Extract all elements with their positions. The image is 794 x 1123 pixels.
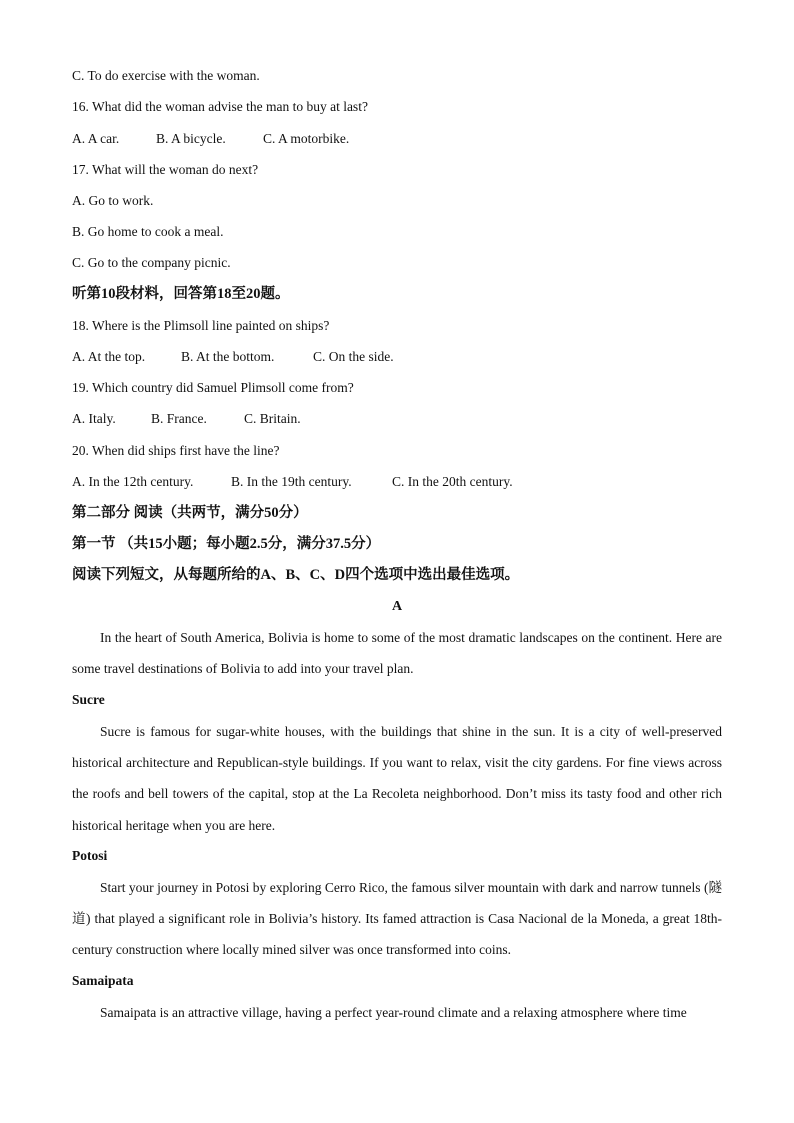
q19-stem: 19. Which country did Samuel Plimsoll come from? (72, 380, 354, 395)
q18-option-c: C. On the side. (313, 349, 394, 364)
reading-instruction: 阅读下列短文，从每题所给的A、B、C、D四个选项中选出最佳选项。 (72, 567, 520, 583)
sucre-heading: Sucre (72, 692, 105, 707)
q16-options (72, 130, 349, 148)
q17-option-c: C. Go to the company picnic. (72, 255, 231, 270)
q18-option-b: B. At the bottom. (181, 349, 275, 364)
q17-option-a: A. Go to work. (72, 193, 154, 208)
q16-option-a: A. A car. (72, 131, 120, 146)
sucre-paragraph: Sucre is famous for sugar-white houses, with the buildings that shine in the sun. It is a city of well-preserved historical architecture and Republican-style buildings. If you want to relax, visit the city gardens. For fine views across the roofs and bell towers of the capital, stop at the La Recoleta neighborhood. Don’t miss its tasty food and other rich historical heritage when you are here. (72, 724, 722, 833)
part-two-heading: 第二部分 阅读（共两节，满分50分） (72, 505, 308, 521)
q19-options (72, 410, 301, 428)
potosi-paragraph: Start your journey in Potosi by exploring Cerro Rico, the famous silver mountain with dark and narrow tunnels (隧道) that played a significant role in Bolivia’s history. Its famed attraction is Casa Nacional de la Moneda, a great 18th-century construction where locally mined silver was once transformed into coins. (72, 880, 722, 958)
samaipata-paragraph: Samaipata is an attractive village, having a perfect year-round climate and a relaxing atmosphere where time (100, 1005, 687, 1020)
q16-option-c: C. A motorbike. (263, 131, 350, 146)
q16-option-b: B. A bicycle. (156, 131, 226, 146)
q20-option-b: B. In the 19th century. (231, 474, 352, 489)
section-10-heading: 听第10段材料，回答第18至20题。 (72, 286, 290, 302)
q20-option-a: A. In the 12th century. (72, 474, 194, 489)
q19-option-b: B. France. (151, 411, 207, 426)
q20-options (72, 473, 513, 491)
q18-stem: 18. Where is the Plimsoll line painted on ships? (72, 318, 330, 333)
passage-label: A (391, 599, 403, 614)
q20-option-c: C. In the 20th century. (392, 474, 513, 489)
samaipata-heading: Samaipata (72, 973, 134, 988)
q18-options (72, 348, 394, 366)
part-two-section-one-heading: 第一节 （共15小题；每小题2.5分，满分37.5分） (72, 536, 381, 552)
q18-option-a: A. At the top. (72, 349, 146, 364)
intro-paragraph: In the heart of South America, Bolivia is home to some of the most dramatic landscapes on the continent. Here are some travel destinations of Bolivia to add into your travel plan. (72, 630, 722, 677)
q19-option-c: C. Britain. (244, 411, 301, 426)
q17-stem: 17. What will the woman do next? (72, 162, 259, 177)
q16-stem: 16. What did the woman advise the man to buy at last? (72, 99, 368, 114)
q17-option-b: B. Go home to cook a meal. (72, 224, 224, 239)
potosi-heading: Potosi (72, 848, 108, 863)
q19-option-a: A. Italy. (72, 411, 116, 426)
q15-option-c: C. To do exercise with the woman. (72, 68, 260, 83)
q20-stem: 20. When did ships first have the line? (72, 443, 280, 458)
